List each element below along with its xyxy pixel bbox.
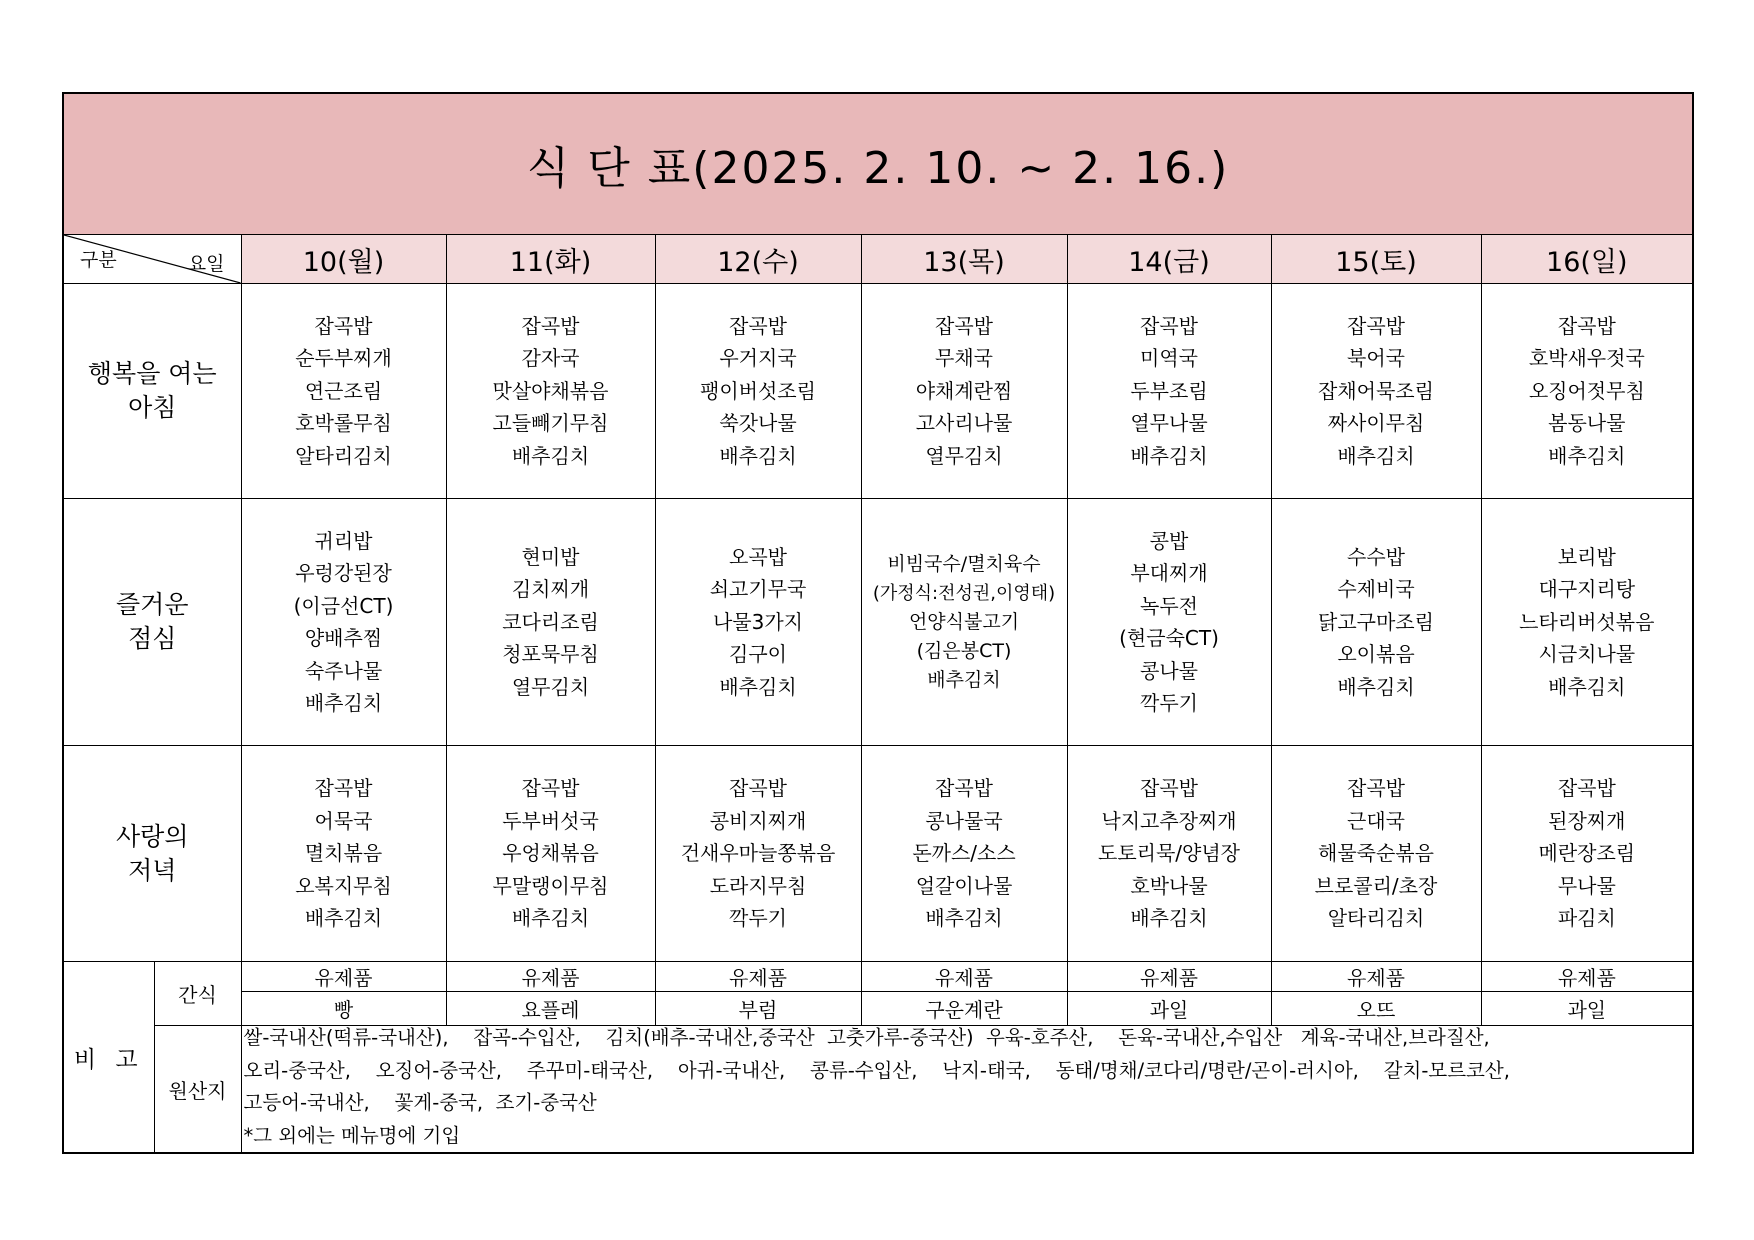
- menu-item: 배추김치: [1130, 906, 1208, 931]
- menu-item: 잡곡밥: [314, 313, 373, 338]
- snack-cell-thu: [861, 962, 1067, 992]
- origin-line: 오리-중국산, 오징어-중국산, 주꾸미-태국산, 아귀-국내산, 콩류-수입산, 낙지-태국, 동태/명채/코다리/명란/곤이-러시아, 갈치-모르코산,: [243, 1058, 1510, 1082]
- snack-cell-wed: [655, 992, 861, 1026]
- origin-row: [63, 1026, 1693, 1154]
- menu-item: 오이볶음: [1337, 642, 1415, 667]
- menu-cell-wed: [655, 284, 861, 499]
- menu-item: 잡채어묵조림: [1318, 378, 1434, 403]
- menu-item: 고사리나물: [915, 411, 1013, 436]
- menu-item: 우엉채볶음: [502, 841, 599, 866]
- menu-item: 콩나물국: [925, 808, 1003, 833]
- menu-item: 무채국: [935, 346, 993, 371]
- menu-item: 쑥갓나물: [719, 411, 797, 436]
- day-header-tue: [446, 235, 655, 284]
- menu-item: 쇠고기무국: [709, 577, 807, 602]
- menu-cell-tue: [446, 499, 655, 746]
- menu-cell-sun: [1481, 284, 1693, 499]
- menu-item: 봄동나물: [1548, 411, 1626, 436]
- menu-item: 잡곡밥: [1557, 776, 1616, 801]
- menu-item: (김은봉CT): [916, 639, 1012, 662]
- menu-item: 된장찌개: [1548, 808, 1626, 833]
- menu-cell-sun: [1481, 499, 1693, 746]
- snack-row-dairy: [63, 962, 1693, 992]
- menu-item: 오곡밥: [729, 544, 787, 569]
- day-header-mon: [241, 235, 446, 284]
- menu-item: 우거지국: [719, 346, 797, 371]
- day-header-label: 14(금): [1128, 246, 1210, 278]
- menu-cell-sun: [1481, 746, 1693, 962]
- menu-item: 배추김치: [927, 668, 1001, 691]
- snack-label: 간식: [178, 983, 217, 1007]
- lunch-row: [63, 499, 1693, 746]
- menu-item: 배추김치: [1548, 443, 1626, 468]
- menu-item: 잡곡밥: [314, 776, 373, 801]
- menu-item: 짜사이무침: [1327, 411, 1425, 436]
- origin-text-cell: [241, 1026, 1693, 1154]
- menu-cell-sat: [1271, 284, 1481, 499]
- menu-item: 잡곡밥: [1557, 313, 1616, 338]
- menu-item: 잡곡밥: [521, 313, 580, 338]
- menu-cell-thu: [861, 499, 1067, 746]
- remarks-label: 비 고: [73, 1046, 144, 1073]
- snack-cell-thu: [861, 992, 1067, 1026]
- snack-cell-sat: [1271, 962, 1481, 992]
- category-label: 구분: [80, 249, 117, 271]
- page-title: 식 단 표(2025. 2. 10. ~ 2. 16.): [526, 143, 1230, 194]
- menu-item: 메란장조림: [1538, 841, 1636, 866]
- meal-label-line: 행복을 여는: [87, 359, 217, 388]
- menu-item: 잡곡밥: [521, 776, 580, 801]
- origin-line: 쌀-국내산(떡류-국내산), 잡곡-수입산, 김치(배추-국내산,중국산 고춧가루-중국산) 우육-호주산, 돈육-국내산,수입산 계육-국내산,브라질산,: [243, 1026, 1490, 1049]
- snack-cell-mon: [241, 962, 446, 992]
- menu-item: 낙지고추장찌개: [1101, 808, 1237, 833]
- menu-item: 배추김치: [511, 443, 590, 468]
- menu-item: 잡곡밥: [1347, 313, 1405, 338]
- menu-item: 콩나물: [1140, 658, 1198, 683]
- menu-item: 순두부찌개: [295, 346, 392, 371]
- snack-item: 오뜨: [1356, 998, 1396, 1022]
- menu-item: 김치찌개: [511, 577, 590, 602]
- origin-label-cell: [154, 1026, 241, 1154]
- menu-item: 깍두기: [1140, 691, 1198, 715]
- snack-cell-sun: [1481, 992, 1693, 1026]
- menu-item: 잡곡밥: [1140, 776, 1198, 801]
- menu-item: 고들빼기무침: [492, 411, 609, 436]
- snack-item: 과일: [1567, 998, 1607, 1022]
- menu-cell-wed: [655, 746, 861, 962]
- day-header-sat: [1271, 235, 1481, 284]
- menu-item: 녹두전: [1140, 593, 1198, 618]
- menu-item: 수수밥: [1347, 544, 1405, 569]
- menu-item: 호박나물: [1130, 873, 1208, 898]
- menu-cell-sat: [1271, 499, 1481, 746]
- weekday-label: 요일: [187, 253, 225, 275]
- menu-item: 양배추찜: [304, 626, 383, 650]
- snack-item: 과일: [1149, 998, 1189, 1022]
- menu-item: 무나물: [1557, 873, 1616, 898]
- snack-label-cell: [154, 962, 241, 1026]
- menu-item: 배추김치: [304, 906, 383, 931]
- menu-item: 맛살야채볶음: [492, 378, 609, 403]
- menu-cell-mon: [241, 284, 446, 499]
- menu-table: [62, 92, 1694, 1154]
- menu-item: 닭고구마조림: [1318, 609, 1434, 634]
- breakfast-row: [63, 284, 1693, 499]
- menu-item: 알타리김치: [1327, 906, 1425, 931]
- menu-item: 수제비국: [1337, 577, 1415, 602]
- menu-item: 코다리조림: [502, 609, 599, 634]
- menu-item: 잡곡밥: [935, 313, 993, 338]
- menu-cell-fri: [1067, 746, 1271, 962]
- menu-item: 무말랭이무침: [492, 873, 609, 898]
- day-header-label: 11(화): [509, 246, 592, 278]
- menu-item: 콩밥: [1149, 528, 1189, 553]
- menu-cell-tue: [446, 284, 655, 499]
- menu-item: 느타리버섯볶음: [1519, 609, 1655, 634]
- day-header-label: 15(토): [1335, 246, 1417, 278]
- menu-item: 미역국: [1140, 346, 1198, 371]
- snack-item: 유제품: [1557, 966, 1616, 990]
- menu-item: 잡곡밥: [729, 313, 787, 338]
- day-header-label: 10(월): [302, 246, 385, 278]
- menu-cell-fri: [1067, 284, 1271, 499]
- menu-item: 배추김치: [1130, 443, 1208, 468]
- menu-cell-tue: [446, 746, 655, 962]
- snack-cell-tue: [446, 992, 655, 1026]
- menu-item: (현금숙CT): [1119, 626, 1219, 650]
- meal-label-line: 점심: [128, 624, 177, 653]
- snack-cell-sun: [1481, 962, 1693, 992]
- snack-cell-mon: [241, 992, 446, 1026]
- menu-item: 현미밥: [521, 544, 580, 569]
- menu-item: 보리밥: [1557, 544, 1616, 569]
- day-header-label: 16(일): [1546, 246, 1628, 278]
- menu-item: 귀리밥: [314, 528, 373, 553]
- menu-item: 배추김치: [511, 906, 590, 931]
- menu-item: 잡곡밥: [729, 776, 787, 801]
- menu-item: 두부버섯국: [502, 808, 599, 833]
- menu-item: 우렁강된장: [295, 561, 392, 585]
- menu-item: 김구이: [729, 642, 787, 667]
- menu-item: 오징어젓무침: [1528, 378, 1645, 403]
- menu-item: 근대국: [1347, 808, 1405, 833]
- menu-item: (가정식:전성권,이영태): [872, 582, 1056, 604]
- menu-item: 배추김치: [1337, 443, 1415, 468]
- meal-label-line: 사랑의: [116, 821, 189, 851]
- menu-cell-mon: [241, 499, 446, 746]
- meal-label-line: 저녁: [128, 855, 177, 885]
- menu-item: (이금선CT): [293, 593, 394, 618]
- menu-item: 시금치나물: [1538, 642, 1636, 667]
- snack-item: 유제품: [314, 966, 373, 990]
- origin-label: 원산지: [168, 1078, 227, 1103]
- menu-item: 알타리김치: [295, 443, 392, 468]
- title-cell: [63, 93, 1693, 235]
- snack-item: 유제품: [521, 966, 580, 990]
- menu-item: 오복지무침: [295, 873, 392, 898]
- menu-item: 두부조림: [1130, 378, 1208, 403]
- snack-item: 유제품: [935, 966, 993, 990]
- menu-item: 돈까스/소스: [912, 841, 1016, 866]
- dinner-row: [63, 746, 1693, 962]
- snack-cell-sat: [1271, 992, 1481, 1026]
- origin-line: 고등어-국내산, 꽃게-중국, 조기-중국산: [243, 1091, 597, 1114]
- lunch-label: [63, 499, 241, 746]
- menu-item: 배추김치: [304, 691, 383, 715]
- menu-item: 호박새우젓국: [1528, 346, 1645, 371]
- snack-item: 유제품: [729, 966, 787, 990]
- menu-cell-sat: [1271, 746, 1481, 962]
- dinner-label: [63, 746, 241, 962]
- menu-item: 어묵국: [314, 808, 373, 833]
- menu-item: 호박롤무침: [295, 411, 392, 436]
- menu-item: 부대찌개: [1130, 561, 1208, 585]
- snack-cell-tue: [446, 962, 655, 992]
- menu-item: 열무김치: [925, 443, 1003, 468]
- menu-item: 배추김치: [1548, 674, 1626, 699]
- menu-item: 얼갈이나물: [915, 873, 1013, 898]
- snack-row-items: [63, 992, 1693, 1026]
- menu-item: 파김치: [1557, 906, 1616, 931]
- remarks-label-cell: [63, 962, 154, 1154]
- menu-item: 배추김치: [719, 674, 797, 699]
- menu-item: 콩비지찌개: [709, 808, 807, 833]
- day-header-fri: [1067, 235, 1271, 284]
- menu-item: 비빔국수/멸치육수: [887, 552, 1041, 575]
- day-header-sun: [1481, 235, 1693, 284]
- day-header-wed: [655, 235, 861, 284]
- menu-item: 열무김치: [511, 674, 590, 699]
- snack-item: 유제품: [1347, 966, 1405, 990]
- snack-cell-fri: [1067, 992, 1271, 1026]
- menu-item: 잡곡밥: [1140, 313, 1198, 338]
- snack-cell-wed: [655, 962, 861, 992]
- menu-item: 감자국: [521, 346, 580, 371]
- menu-item: 건새우마늘쫑볶음: [680, 841, 836, 866]
- menu-item: 언양식불고기: [908, 610, 1020, 633]
- menu-cell-wed: [655, 499, 861, 746]
- menu-item: 잡곡밥: [1347, 776, 1405, 801]
- menu-cell-thu: [861, 746, 1067, 962]
- snack-item: 요플레: [521, 998, 580, 1022]
- snack-item: 빵: [333, 998, 354, 1022]
- menu-item: 열무나물: [1130, 411, 1208, 436]
- snack-item: 구운계란: [925, 998, 1003, 1022]
- day-header-thu: [861, 235, 1067, 284]
- menu-item: 도토리묵/양념장: [1098, 841, 1240, 866]
- menu-item: 해물죽순볶음: [1318, 841, 1434, 866]
- breakfast-label: [63, 284, 241, 499]
- menu-cell-thu: [861, 284, 1067, 499]
- menu-item: 대구지리탕: [1538, 577, 1636, 602]
- meal-label-line: 아침: [128, 393, 177, 422]
- menu-item: 잡곡밥: [935, 776, 993, 801]
- snack-item: 유제품: [1140, 966, 1198, 990]
- menu-item: 야채계란찜: [915, 378, 1013, 403]
- origin-line: *그 외에는 메뉴명에 기입: [243, 1123, 461, 1147]
- menu-item: 깍두기: [729, 906, 787, 931]
- menu-item: 멸치볶음: [304, 841, 383, 866]
- menu-item: 숙주나물: [304, 658, 383, 683]
- header-corner-cell: [63, 235, 241, 284]
- snack-item: 부럼: [738, 998, 778, 1022]
- menu-item: 팽이버섯조림: [700, 378, 816, 403]
- menu-item: 북어국: [1347, 346, 1405, 371]
- menu-item: 브로콜리/초장: [1314, 873, 1438, 898]
- day-header-label: 13(목): [923, 246, 1005, 278]
- header-row: [63, 235, 1693, 284]
- menu-item: 배추김치: [1337, 674, 1415, 699]
- menu-item: 배추김치: [925, 906, 1003, 931]
- menu-item: 도라지무침: [709, 873, 807, 898]
- meal-label-line: 즐거운: [116, 590, 189, 619]
- menu-item: 연근조림: [304, 378, 383, 403]
- day-header-label: 12(수): [717, 246, 799, 278]
- menu-item: 청포묵무침: [502, 642, 599, 667]
- menu-item: 배추김치: [719, 443, 797, 468]
- snack-cell-fri: [1067, 962, 1271, 992]
- menu-cell-fri: [1067, 499, 1271, 746]
- menu-item: 나물3가지: [712, 609, 803, 634]
- menu-cell-mon: [241, 746, 446, 962]
